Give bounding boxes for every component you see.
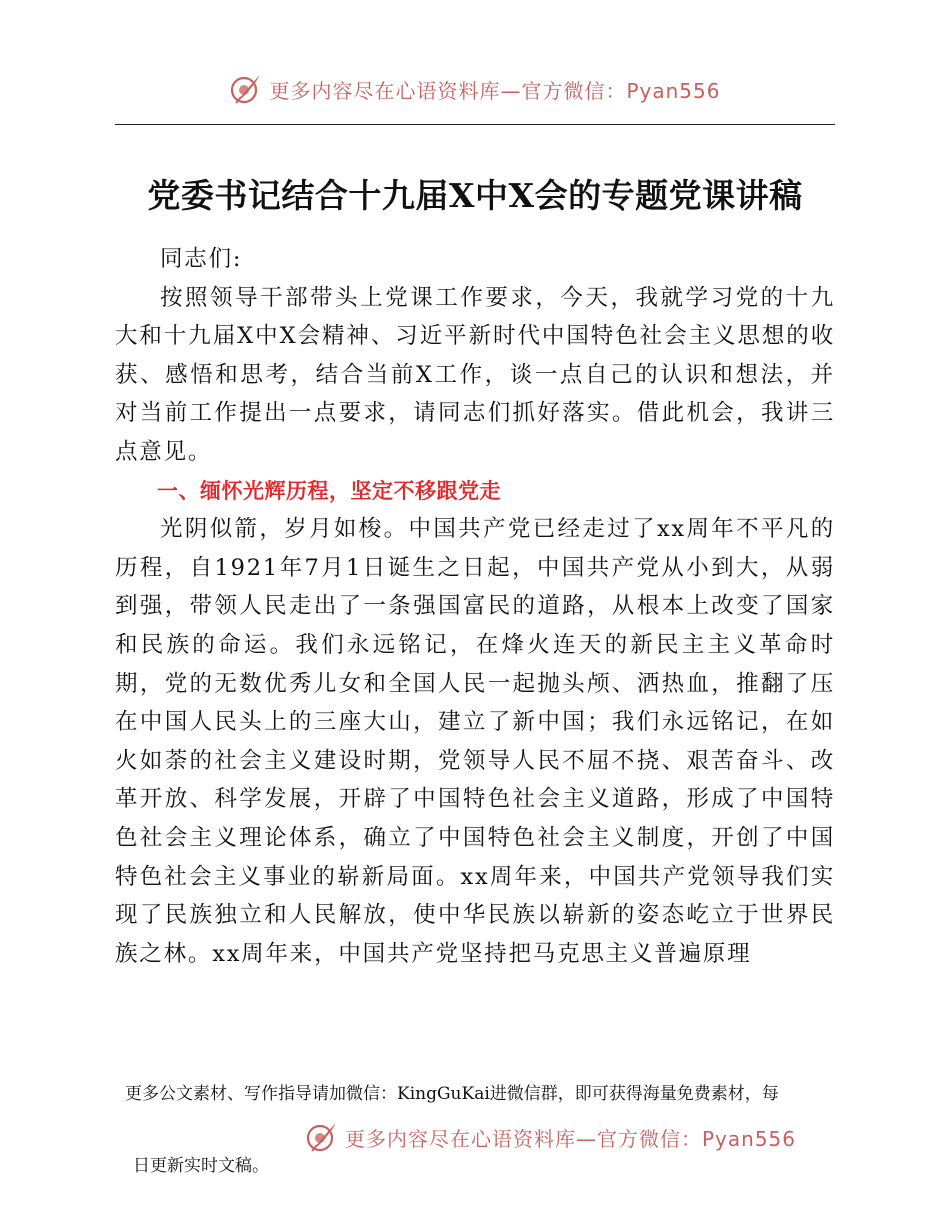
footer-note-line1: 更多公文素材、写作指导请加微信：KingGuKai进微信群，即可获得海量免费素材，每 (125, 1084, 779, 1104)
header-watermark (0, 72, 950, 106)
section-heading: 一、缅怀光辉历程，坚定不移跟党走 (157, 478, 501, 503)
quill-circle-logo-icon (229, 72, 263, 106)
watermark-text: 更多内容尽在心语资料库—官方微信：Pyan556 (269, 78, 721, 103)
watermark (229, 72, 720, 106)
quill-circle-logo-icon (305, 1120, 339, 1154)
document-title: 党委书记结合十九届X中X会的专题党课讲稿 (147, 176, 803, 215)
footer-watermark (305, 1120, 796, 1154)
header-divider (115, 124, 835, 125)
footer-watermark-text: 更多内容尽在心语资料库—官方微信：Pyan556 (345, 1126, 797, 1151)
intro-paragraph: 按照领导干部带头上党课工作要求，今天，我就学习党的十九大和十九届X中X会精神、习近平新时代中国特色社会主义思想的收获、感悟和思考，结合当前X工作，谈一点自己的认识和想法，并对当前工作提出一点要求，请同志们抓好落实。借此机会，我讲三点意见。 (115, 284, 835, 465)
section-paragraph: 光阴似箭，岁月如梭。中国共产党已经走过了xx周年不平凡的历程，自1921年7月1日诞生之日起，中国共产党从小到大，从弱到强，带领人民走出了一条强国富民的道路，从根本上改变了国家和民族的命运。我们永远铭记，在烽火连天的新民主主义革命时期，党的无数优秀儿女和全国人民一起抛头颅、洒热血，推翻了压在中国人民头上的三座大山，建立了新中国；我们永远铭记，在如火如荼的社会主义建设时期，党领导人民不屈不挠、艰苦奋斗、改革开放、科学发展，开辟了中国特色社会主义道路，形成了中国特色社会主义理论体系，确立了中国特色社会主义制度，开创了中国特色社会主义事业的崭新局面。xx周年来，中国共产党领导我们实现了民族独立和人民解放，使中华民族以崭新的姿态屹立于世界民族之林。xx周年来，中国共产党坚持把马克思主义普遍原理 (115, 516, 835, 967)
document-body (115, 240, 835, 973)
greeting: 同志们: (160, 246, 243, 272)
footer-note-line2: 日更新实时文稿。 (133, 1156, 269, 1176)
